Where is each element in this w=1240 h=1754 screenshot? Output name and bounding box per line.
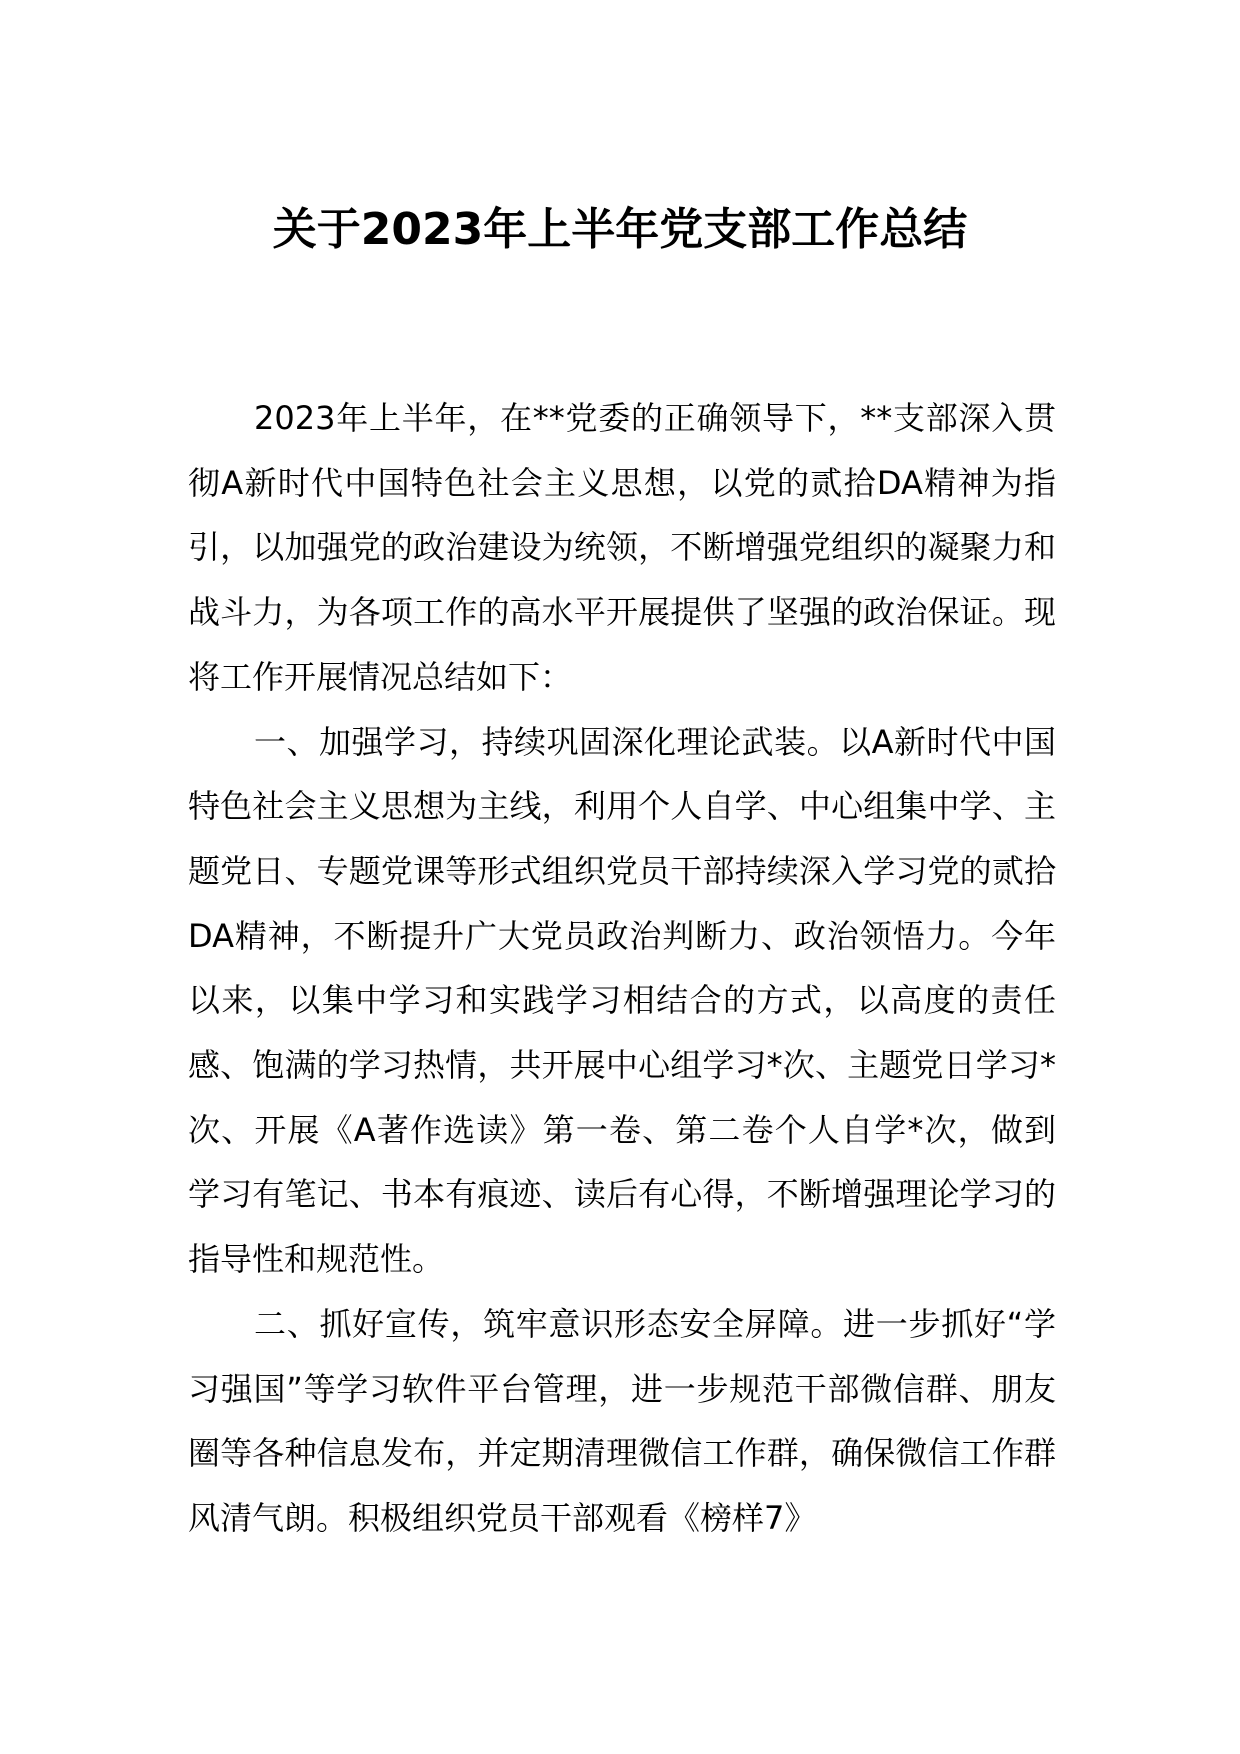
document-title: 关于2023年上半年党支部工作总结 [272, 204, 968, 255]
paragraph-section-2: 二、抓好宣传，筑牢意识形态安全屏障。进一步抓好“学习强国”等学习软件平台管理，进一步规范干部微信群、朋友圈等各种信息发布，并定期清理微信工作群，确保微信工作群风清气朗。积极组织党员干部观看《榜样7》 [188, 1304, 1056, 1537]
paragraph-section-1: 一、加强学习，持续巩固深化理论武装。以A新时代中国特色社会主义思想为主线，利用个人自学、中心组集中学、主题党日、专题党课等形式组织党员干部持续深入学习党的贰拾DA精神，不断提升广大党员政治判断力、政治领悟力。今年以来，以集中学习和实践学习相结合的方式，以高度的责任感、饱满的学习热情，共开展中心组学习*次、主题党日学习*次、开展《A著作选读》第一卷、第二卷个人自学*次，做到学习有笔记、书本有痕迹、读后有心得，不断增强理论学习的指导性和规范性。 [188, 722, 1056, 1279]
document-body [188, 386, 1056, 1551]
paragraph-intro: 2023年上半年，在**党委的正确领导下，**支部深入贯彻A新时代中国特色社会主义思想，以党的贰拾DA精神为指引，以加强党的政治建设为统领，不断增强党组织的凝聚力和战斗力，为各项工作的高水平开展提供了坚强的政治保证。现将工作开展情况总结如下： [188, 399, 1056, 696]
